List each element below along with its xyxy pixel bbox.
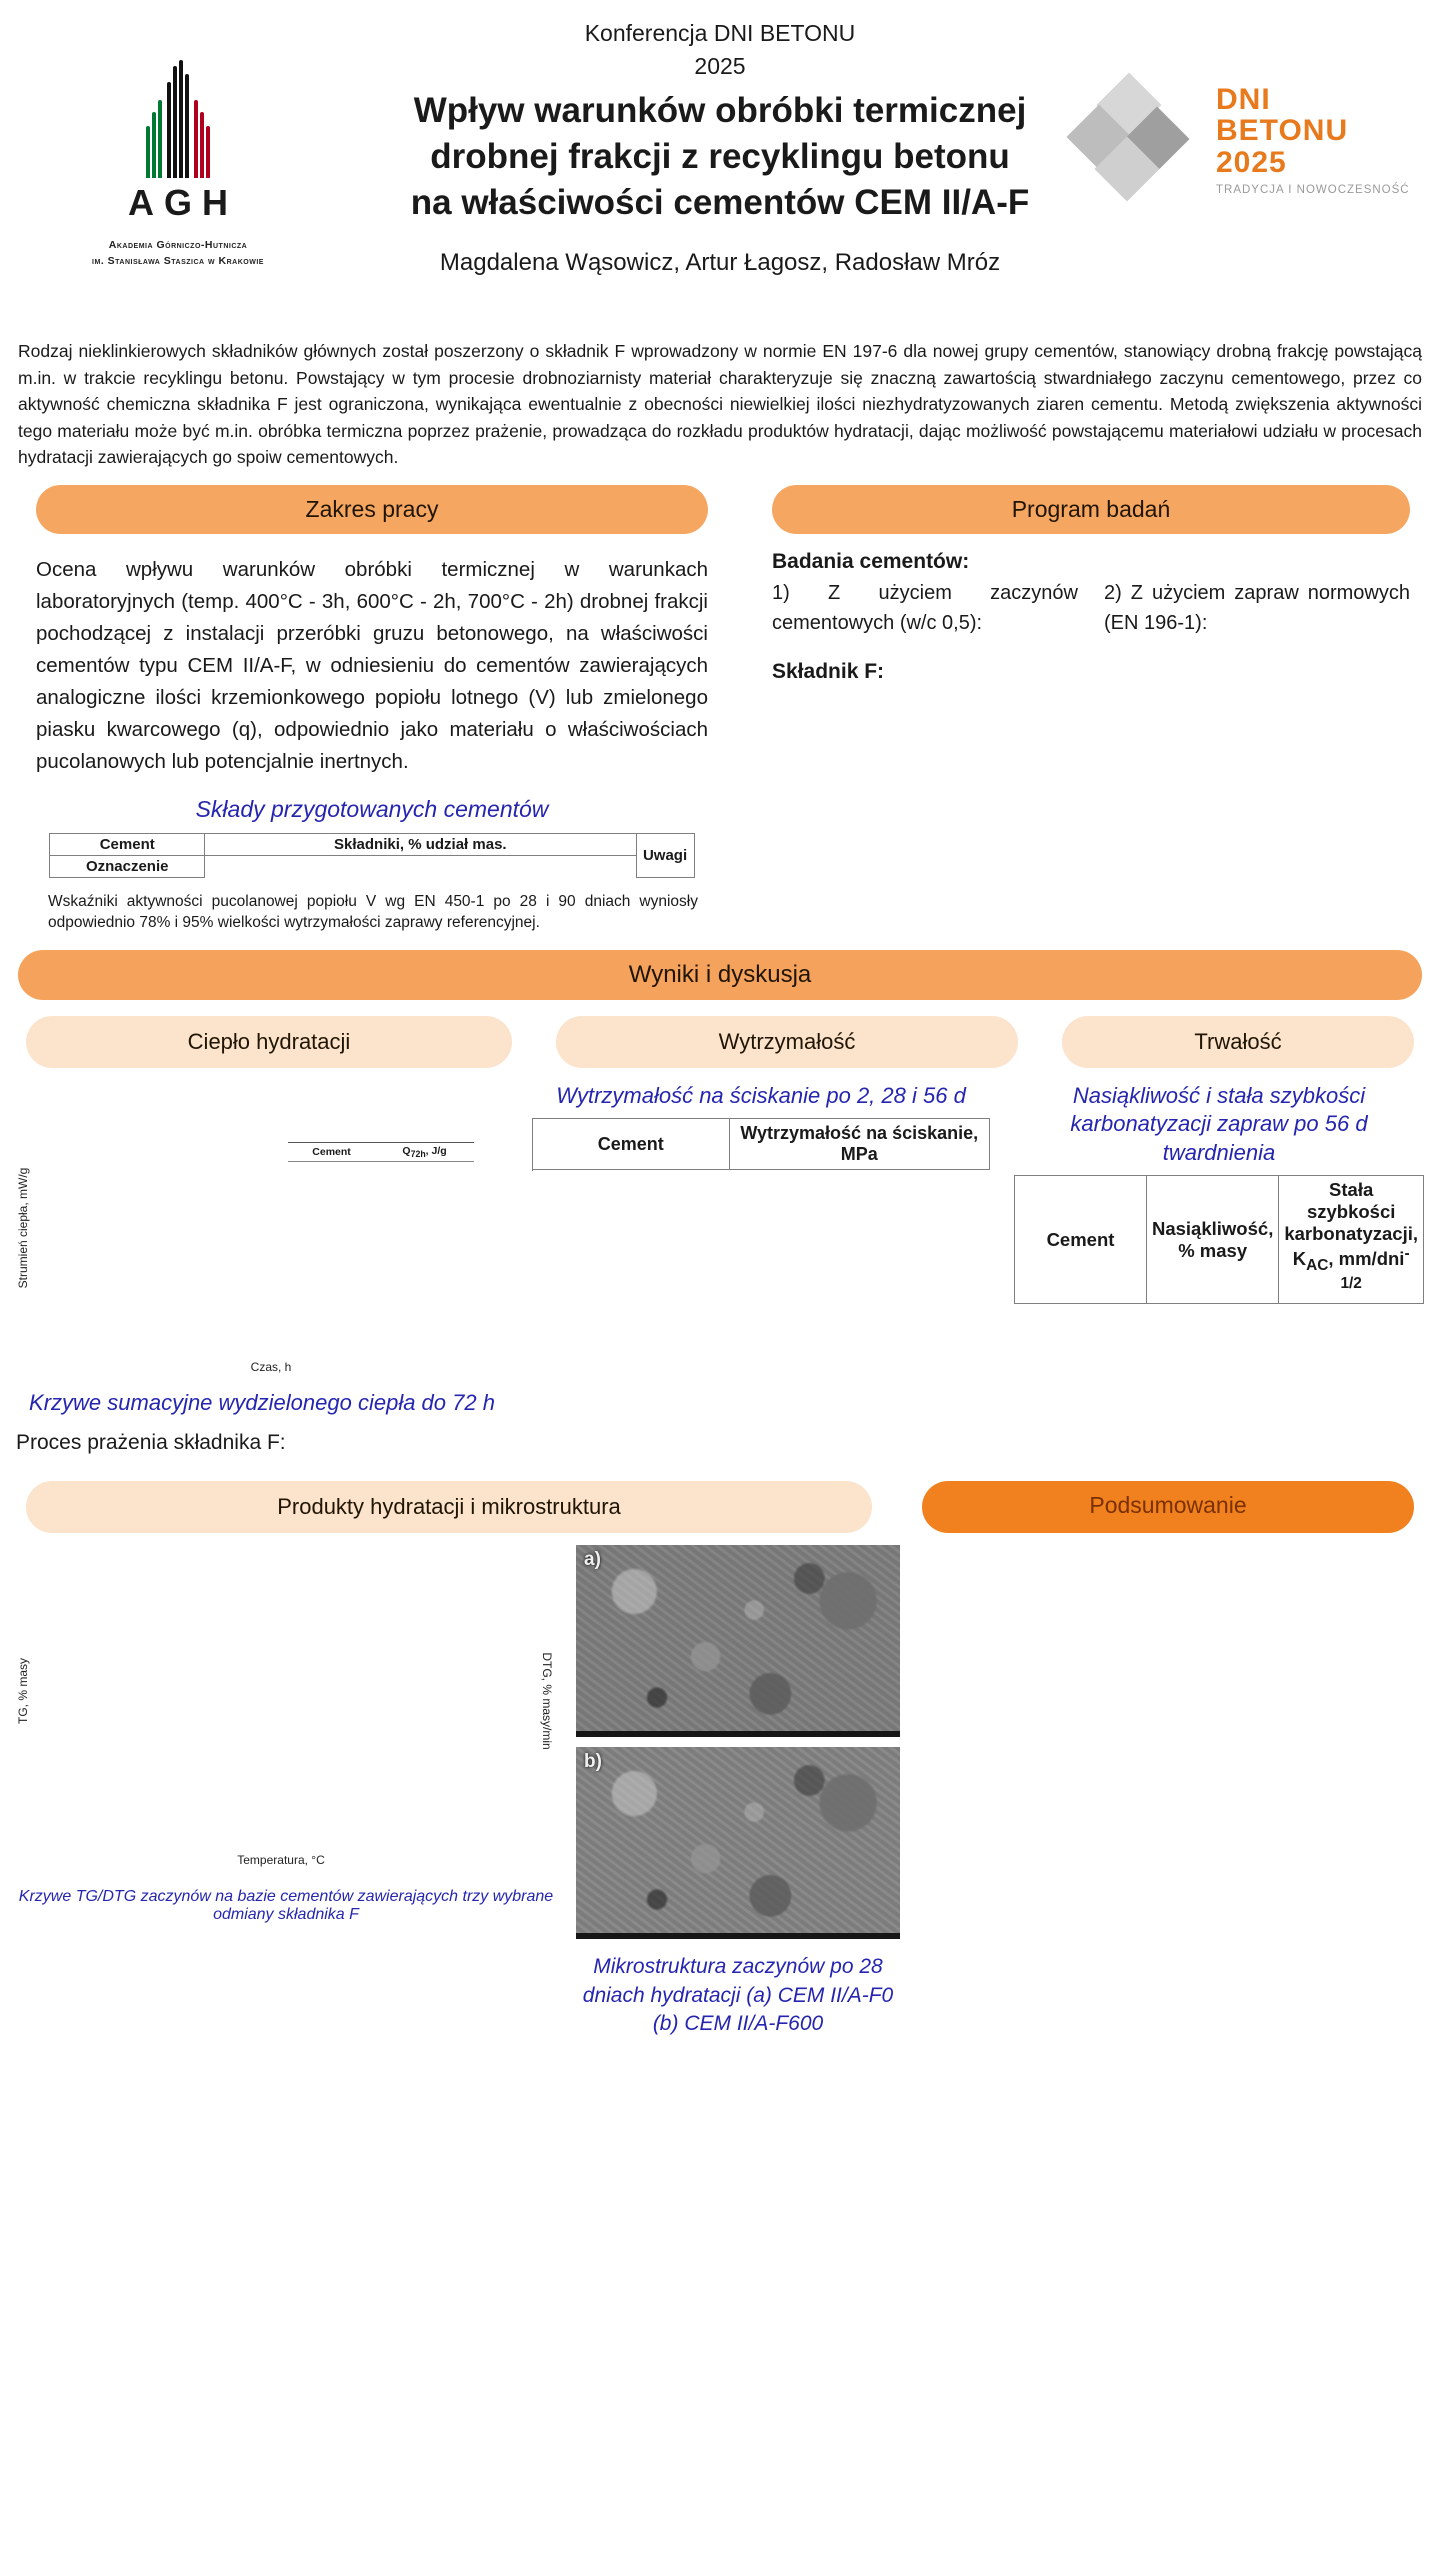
inset-col-cement: Cement bbox=[288, 1142, 375, 1161]
program-col2-heading: 2) Z użyciem zapraw normowych (EN 196-1): bbox=[1104, 581, 1410, 634]
durability-col-cement: Cement bbox=[1015, 1176, 1147, 1304]
program-col1-heading: 1) Z użyciem zaczynów cementowych (w/c 0,5): bbox=[772, 581, 1078, 634]
col-oznaczenie: Oznaczenie bbox=[50, 855, 205, 877]
col-group-skladniki: Składniki, % udział mas. bbox=[205, 833, 637, 855]
title-line3: na właściwości cementów CEM II/A-F bbox=[410, 183, 1030, 223]
sem-meta-bar-a bbox=[576, 1731, 900, 1737]
agh-name-line1: Akademia Górniczo-Hutnicza bbox=[108, 239, 248, 251]
wytrzymalosc-banner: Wytrzymałość bbox=[556, 1016, 1018, 1068]
sem-image-a bbox=[576, 1545, 900, 1731]
intro-paragraph: Rodzaj nieklinkierowych składników głównych został poszerzony o składnik F wprowadzony w normie EN 197-6 dla nowej grupy cementów, stanowiący drobną frakcję powstającą m.in. w trakcie recyklingu betonu. Powstający w tym procesie drobnoziarnisty materiał charakteryzuje się znaczną zawartością stwardniałego zaczynu cementowego, przez co aktywność chemiczna składnika F jest ograniczona, wynikająca ewentualnie z obecności niewielkiej ilości niezhydratyzowanych ziaren cementu. Metodą zwiększenia aktywności tego materiału może być m.in. obróbka termiczna poprzez prażenie, prowadząca do rozkładu produktów hydratacji, dając możliwość powstającemu materiałowi udziału w procesach hydratacji zawierających go spoiw cementowych. bbox=[18, 341, 1422, 468]
section-trwalosc bbox=[1014, 1078, 1424, 1462]
cieplo-banner: Ciepło hydratacji bbox=[26, 1016, 512, 1068]
authors: Magdalena Wąsowicz, Artur Łagosz, Radosław Mróz bbox=[439, 248, 1001, 276]
badania-heading: Badania cementów: bbox=[772, 549, 970, 573]
trwalosc-banner: Trwałość bbox=[1062, 1016, 1414, 1068]
agh-logo bbox=[58, 60, 298, 270]
durability-col-kac: Stała szybkości karbonatyzacji, $K_{AC}$, mm/dni$^{-1/2}$ bbox=[1279, 1176, 1424, 1304]
agh-name bbox=[58, 238, 298, 270]
tg-xlabel: Temperatura, °C bbox=[237, 1853, 325, 1868]
bottom-banners bbox=[0, 1481, 1440, 1533]
skladnik-f-heading: Składnik F: bbox=[772, 659, 885, 683]
sem-caption: Mikrostruktura zaczynów po 28 dniach hydratacji (a) CEM II/A-F0 (b) CEM II/A-F600 bbox=[582, 1955, 894, 2035]
inset-col-q: $Q_{72h}$, J/g bbox=[375, 1142, 474, 1161]
sem-figure-b bbox=[576, 1747, 900, 1939]
poster-title bbox=[340, 88, 1100, 227]
conference-name: Konferencja DNI BETONU bbox=[584, 20, 856, 46]
sem-label-a: a) bbox=[584, 1549, 601, 1571]
sem-label-b: b) bbox=[584, 1751, 602, 1773]
tg-ylabel-left: TG, % masy bbox=[16, 1658, 30, 1725]
cubes-icon bbox=[1072, 80, 1202, 200]
sem-image-b bbox=[576, 1747, 900, 1933]
heat-xlabel: Czas, h bbox=[250, 1359, 292, 1374]
strength-caption: Wytrzymałość na ściskanie po 2, 28 i 56 d bbox=[556, 1082, 966, 1108]
composition-footnote: Wskaźniki aktywności pucolanowej popiołu V wg EN 450-1 po 28 i 90 dniach wyniosły odpowiednio 78% i 95% wielkości wytrzymałości zaprawy referencyjnej. bbox=[48, 892, 698, 931]
tg-caption: Krzywe TG/DTG zaczynów na bazie cementów zawierających trzy wybrane odmiany składnika F bbox=[18, 1888, 554, 1924]
dni-tagline: TRADYCJA I NOWOCZESNOŚĆ bbox=[1216, 184, 1410, 197]
heat-caption: Krzywe sumacyjne wydzielonego ciepła do 72 h bbox=[29, 1389, 495, 1415]
col-uwagi: Uwagi bbox=[636, 833, 694, 877]
dni-line1: DNI bbox=[1216, 82, 1271, 116]
heat-chart bbox=[16, 1078, 508, 1383]
tg-ylabel-right: DTG, % masy/min bbox=[540, 1652, 554, 1750]
section-cieplo bbox=[16, 1078, 508, 1462]
title-line1: Wpływ warunków obróbki termicznej bbox=[413, 91, 1027, 130]
program-col1 bbox=[772, 578, 1078, 644]
strength-table bbox=[532, 1118, 990, 1170]
section-zakres-pracy bbox=[36, 485, 708, 934]
section-sem bbox=[576, 1541, 900, 2038]
section-wytrzymalosc bbox=[532, 1078, 990, 1462]
program-badan-banner: Program badań bbox=[772, 485, 1410, 534]
composition-table bbox=[49, 833, 694, 878]
header-center bbox=[340, 20, 1100, 277]
agh-acronym: AGH bbox=[128, 182, 238, 223]
durability-table bbox=[1014, 1175, 1424, 1304]
dni-line2: BETONU bbox=[1216, 114, 1349, 148]
wyniki-banner: Wyniki i dyskusja bbox=[18, 950, 1422, 1000]
section-tg-dtg bbox=[16, 1541, 556, 2038]
header bbox=[0, 20, 1440, 332]
strength-col-group: Wytrzymałość na ściskanie, MPa bbox=[729, 1119, 990, 1170]
sem-meta-bar-b bbox=[576, 1933, 900, 1939]
durability-caption: Nasiąkliwość i stała szybkości karbonatyzacji zapraw po 56 d twardnienia bbox=[1070, 1082, 1368, 1165]
dni-line3: 2025 bbox=[1216, 145, 1287, 179]
title-line2: drobnej frakcji z recyklingu betonu bbox=[430, 137, 1010, 177]
podsumowanie-banner: Podsumowanie bbox=[922, 1481, 1414, 1533]
zakres-pracy-banner: Zakres pracy bbox=[36, 485, 708, 534]
durability-col-nasiakliwosc: Nasiąkliwość, % masy bbox=[1146, 1176, 1278, 1304]
dni-logo-text bbox=[1216, 84, 1410, 197]
sem-figure-a bbox=[576, 1545, 900, 1737]
program-columns bbox=[772, 578, 1410, 644]
agh-logo-icon bbox=[58, 60, 298, 178]
prazenie-heading: Proces prażenia składnika F: bbox=[16, 1431, 286, 1455]
produkty-banner: Produkty hydratacji i mikrostruktura bbox=[26, 1481, 872, 1533]
program-col2 bbox=[1104, 578, 1410, 644]
conference-year: 2025 bbox=[694, 53, 746, 79]
section-podsumowanie bbox=[920, 1541, 1424, 2038]
tg-chart-svg bbox=[16, 1541, 554, 1871]
bottom-row bbox=[0, 1541, 1440, 2038]
dni-betonu-logo bbox=[1072, 80, 1410, 200]
results-row bbox=[0, 1078, 1440, 1462]
heat-chart-svg bbox=[16, 1078, 506, 1378]
section-program-badan bbox=[772, 485, 1410, 934]
heat-ylabel: Strumień ciepła, mW/g bbox=[16, 1167, 30, 1288]
col-cement: Cement bbox=[50, 833, 205, 855]
scope-program-row bbox=[0, 471, 1440, 934]
composition-table-caption: Składy przygotowanych cementów bbox=[195, 795, 549, 822]
results-subbanners bbox=[0, 1016, 1440, 1068]
heat-inset-table bbox=[288, 1142, 474, 1162]
zakres-body: Ocena wpływu warunków obróbki termicznej w warunkach laboratoryjnych (temp. 400°C - 3h, 600°C - 2h, 700°C - 2h) drobnej frakcji pochodzącej z instalacji przeróbki gruzu betonowego, na właściwości cementów typu CEM II/A-F, w odniesieniu do cementów zawierających analogiczne ilości krzemionkowego popiołu lotnego (V) lub zmielonego piasku kwarcowego (q), odpowiednio jako materiału o właściwościach pucolanowych lub potencjalnie inertnych. bbox=[36, 557, 708, 773]
strength-col-cement: Cement bbox=[533, 1119, 730, 1170]
agh-name-line2: im. Stanisława Staszica w Krakowie bbox=[92, 254, 264, 267]
